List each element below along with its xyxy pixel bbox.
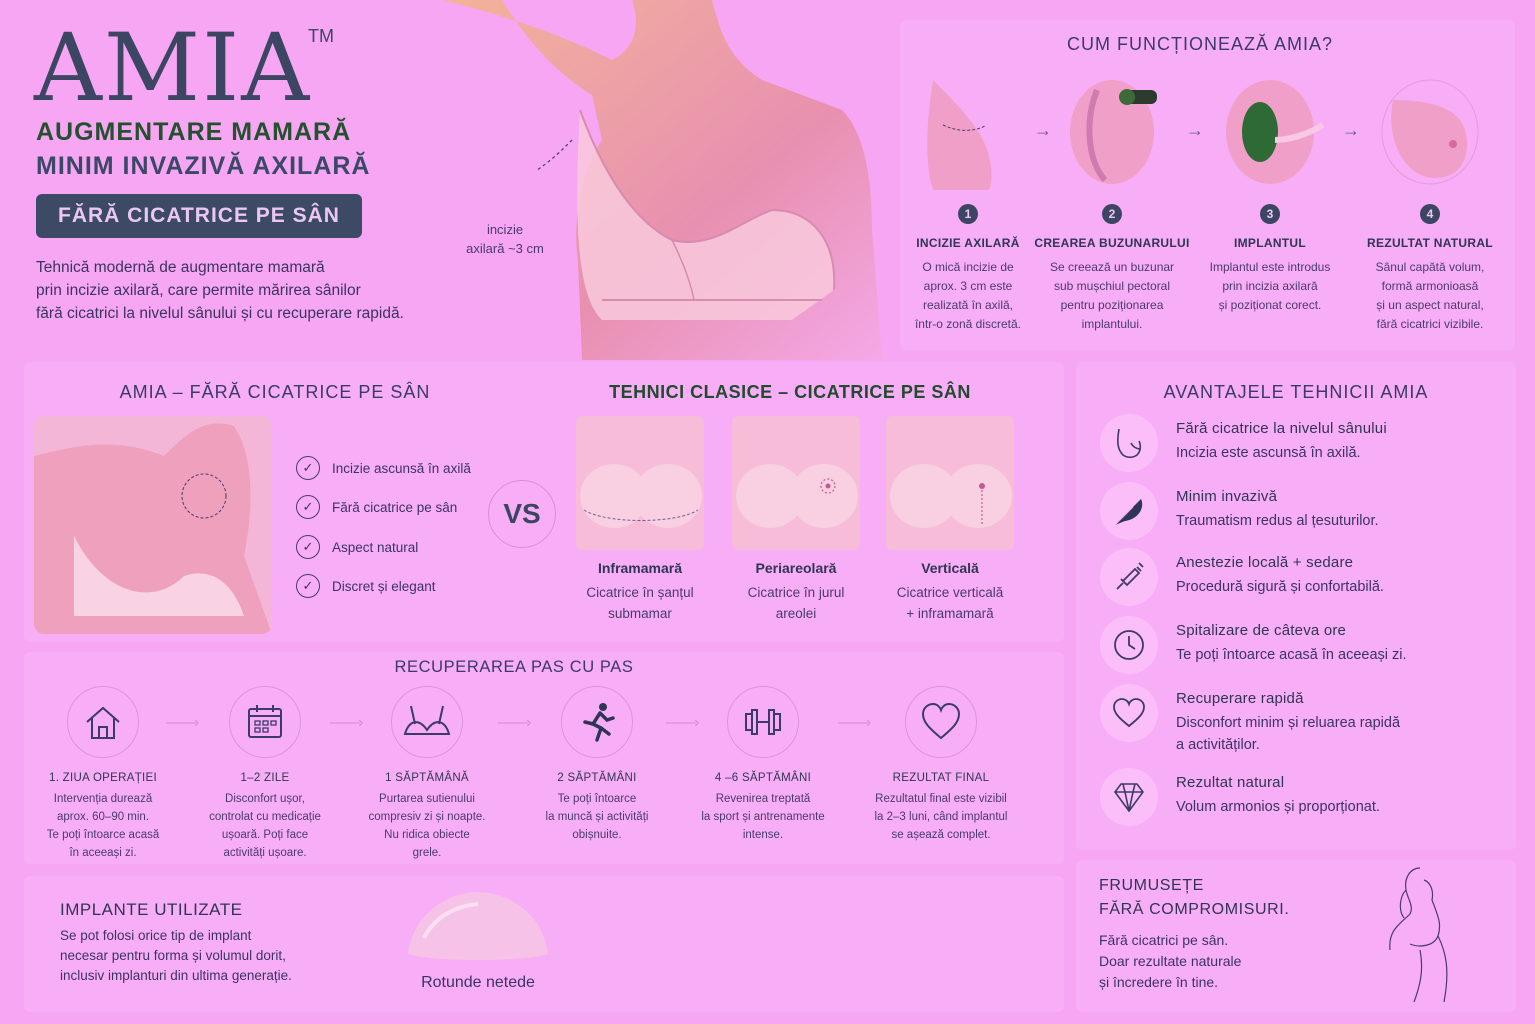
arrow-right-icon: → (1342, 120, 1360, 140)
implants-description (60, 926, 380, 986)
advantage-item (1100, 548, 1520, 606)
technique-name: Periareolară (755, 560, 837, 576)
step-name: REZULTAT NATURAL (1367, 236, 1493, 250)
recovery-step-6 (866, 686, 1016, 844)
recovery-step-1 (28, 686, 178, 862)
arrow-right-icon: ——› (166, 714, 198, 731)
step-desc-line: Se creează un buzunar (1049, 260, 1175, 274)
armpit-incision-illustration (913, 70, 1023, 190)
how-step-1 (888, 70, 1048, 334)
recovery-desc-line: activități ușoare. (223, 847, 307, 859)
step-number-badge: 4 (1420, 204, 1440, 224)
technique-description (570, 582, 710, 624)
advantage-heading: Recuperare rapidă (1176, 690, 1304, 707)
no-scar-badge: FĂRĂ CICATRICE PE SÂN (36, 194, 362, 238)
arrow-right-icon: ——› (838, 714, 870, 731)
recovery-desc-line: intense. (742, 829, 784, 841)
advantage-heading: Minim invazivă (1176, 488, 1278, 505)
advantage-heading: Rezultat natural (1176, 774, 1285, 791)
technique-name: Verticală (921, 560, 979, 576)
step-description (1350, 258, 1510, 334)
advantages-title: AVANTAJELE TEHNICII AMIA (1163, 382, 1429, 402)
checkmark-icon: ✓ (296, 456, 320, 480)
technique-description (880, 582, 1020, 624)
recovery-desc-line: Intervenția durează (53, 793, 153, 805)
technique-periareolar (726, 416, 866, 624)
step-desc-line: O mică incizie de (922, 260, 1014, 274)
step-desc-line: Sânul capătă volum, (1375, 260, 1485, 274)
beauty-title-line: FRUMUSEȚE (1099, 877, 1204, 894)
intro-line: prin incizie axilară, care permite mărirea sânilor (36, 282, 361, 299)
advantage-description: Te poți întoarce acasă în aceeași zi. (1176, 647, 1407, 663)
woman-silhouette-icon (1380, 860, 1470, 1004)
implants-desc-line: Se pot folosi orice tip de implant (60, 928, 252, 943)
feather-icon (1100, 482, 1158, 540)
advantage-description: Incizia este ascunsă în axilă. (1176, 445, 1361, 461)
recovery-step-5 (688, 686, 838, 844)
dumbbell-icon (727, 686, 799, 758)
amia-no-scar-title: AMIA – FĂRĂ CICATRICE PE SÂN (119, 382, 431, 402)
how-step-2 (1032, 70, 1192, 334)
recovery-desc-line: Revenirea treptată (715, 793, 811, 805)
subtitle-line-1: AUGMENTARE MAMARĂ (36, 118, 352, 146)
pocket-creation-illustration (1057, 70, 1167, 190)
technique-inframammary (570, 416, 710, 624)
recovery-step-3 (352, 686, 502, 862)
beauty-title-line: FĂRĂ COMPROMISURI. (1099, 901, 1290, 918)
recovery-desc-line: obișnuite. (572, 829, 622, 841)
beauty-desc-line: Fără cicatrici pe sân. (1099, 932, 1229, 948)
check-item (296, 574, 436, 598)
clock-icon (1100, 616, 1158, 674)
classic-techniques-title: TEHNICI CLASICE – CICATRICE PE SÂN (609, 382, 971, 402)
recovery-desc-line: Disconfort ușor, (225, 793, 305, 805)
technique-desc-line: Cicatrice verticală (896, 585, 1004, 600)
incision-label-line: incizie (486, 222, 524, 237)
step-desc-line: implantului. (1081, 317, 1143, 331)
recovery-step-name: 4 –6 SĂPTĂMÂNI (714, 772, 812, 784)
recovery-step-description (352, 790, 502, 862)
recovery-step-name: REZULTAT FINAL (892, 772, 990, 784)
recovery-desc-line: Te poți întoarce acasă (46, 829, 160, 841)
beauty-description (1099, 930, 1241, 993)
advantage-description: Traumatism redus al țesuturilor. (1176, 513, 1379, 529)
advantage-heading: Anestezie locală + sedare (1176, 554, 1354, 571)
implants-title: IMPLANTE UTILIZATE (60, 900, 243, 919)
advantage-description: a activităților. (1176, 737, 1260, 753)
checkmark-icon: ✓ (296, 495, 320, 519)
arrow-right-icon: → (1034, 120, 1052, 140)
step-number-badge: 1 (958, 204, 978, 224)
heart-icon (905, 686, 977, 758)
check-label: Aspect natural (332, 539, 419, 555)
periareolar-photo (732, 416, 860, 550)
recovery-desc-line: grele. (412, 847, 442, 859)
check-item (296, 456, 471, 480)
check-label: Incizie ascunsă în axilă (332, 460, 471, 476)
incision-label (450, 220, 560, 258)
incision-label-line: axilară ~3 cm (466, 241, 544, 256)
advantage-item (1100, 768, 1520, 826)
technique-desc-line: + inframamară (906, 606, 994, 621)
recovery-step-description (28, 790, 178, 862)
runner-icon (561, 686, 633, 758)
check-item (296, 535, 418, 559)
step-desc-line: sub mușchiul pectoral (1053, 279, 1171, 293)
step-name: INCIZIE AXILARĂ (916, 236, 1020, 250)
how-step-4 (1350, 70, 1510, 334)
technique-desc-line: submamar (608, 606, 672, 621)
technique-desc-line: Cicatrice în jurul (747, 585, 845, 600)
check-label: Discret și elegant (332, 578, 436, 594)
step-desc-line: formă armonioasă (1381, 279, 1479, 293)
step-number-badge: 3 (1260, 204, 1280, 224)
step-description (888, 258, 1048, 334)
step-number-badge: 2 (1102, 204, 1122, 224)
recovery-desc-line: aprox. 60–90 min. (56, 811, 150, 823)
step-desc-line: și un aspect natural, (1376, 298, 1484, 312)
arrow-right-icon: → (1186, 120, 1204, 140)
recovery-step-description (688, 790, 838, 844)
advantage-heading: Fără cicatrice la nivelul sânului (1176, 420, 1387, 437)
natural-result-illustration (1375, 70, 1485, 190)
breast-outline-icon (1100, 414, 1158, 472)
bra-icon (391, 686, 463, 758)
amia-model-photo (34, 416, 272, 634)
step-desc-line: și poziționat corect. (1218, 298, 1322, 312)
technique-description (726, 582, 866, 624)
recovery-step-2 (190, 686, 340, 862)
step-desc-line: aprox. 3 cm este (923, 279, 1013, 293)
recovery-desc-line: se așează complet. (891, 829, 991, 841)
recovery-desc-line: la 2–3 luni, când implantul (874, 811, 1008, 823)
advantage-heading: Spitalizare de câteva ore (1176, 622, 1347, 639)
recovery-step-name: 1. ZIUA OPERAȚIEI (49, 772, 157, 784)
recovery-desc-line: la sport și antrenamente (701, 811, 825, 823)
step-desc-line: pentru poziționarea (1060, 298, 1164, 312)
recovery-desc-line: Te poți întoarce (557, 793, 637, 805)
intro-text (36, 256, 466, 325)
how-it-works-title: CUM FUNCȚIONEAZĂ AMIA? (1066, 34, 1334, 54)
advantage-description: Procedură sigură și confortabilă. (1176, 579, 1384, 595)
step-desc-line: realizată în axilă, (922, 298, 1014, 312)
implant-insertion-illustration (1215, 70, 1325, 190)
technique-name: Inframamară (597, 560, 683, 576)
recovery-desc-line: ușoară. Poți face (221, 829, 309, 841)
step-desc-line: într-o zonă discretă. (914, 317, 1022, 331)
recovery-step-name: 1 SĂPTĂMÂNĂ (385, 772, 469, 784)
intro-line: fără cicatrici la nivelul sânului și cu recuperare rapidă. (36, 305, 404, 322)
recovery-desc-line: în aceeași zi. (69, 847, 137, 859)
round-implant-illustration (404, 888, 552, 964)
recovery-title: RECUPERAREA PAS CU PAS (394, 658, 634, 676)
technique-desc-line: Cicatrice în șanțul (586, 585, 694, 600)
advantage-item (1100, 414, 1520, 472)
beauty-title (1099, 874, 1289, 922)
recovery-step-description (522, 790, 672, 844)
inframammary-photo (576, 416, 704, 550)
advantage-item (1100, 482, 1520, 540)
implants-desc-line: inclusiv implanturi din ultima generație. (60, 968, 292, 983)
step-description (1032, 258, 1192, 334)
recovery-step-name: 1–2 ZILE (240, 772, 290, 784)
syringe-icon (1100, 548, 1158, 606)
recovery-desc-line: Nu ridica obiecte (384, 829, 470, 841)
versus-badge: VS (488, 480, 556, 548)
beauty-desc-line: Doar rezultate naturale (1099, 953, 1242, 969)
brand-logo: AMIA (34, 14, 312, 123)
advantage-item (1100, 684, 1520, 756)
recovery-step-description (866, 790, 1016, 844)
beauty-desc-line: și încredere în tine. (1099, 974, 1219, 990)
technique-desc-line: areolei (775, 606, 817, 621)
recovery-step-name: 2 SĂPTĂMÂNI (557, 772, 637, 784)
vertical-photo (886, 416, 1014, 550)
check-item (296, 495, 457, 519)
subtitle-line-2: MINIM INVAZIVĂ AXILARĂ (36, 152, 371, 180)
intro-line: Tehnică modernă de augmentare mamară (36, 259, 325, 276)
arrow-right-icon: ——› (330, 714, 362, 731)
advantage-description: Volum armonios și proporționat. (1176, 799, 1380, 815)
advantage-item (1100, 616, 1520, 674)
check-label: Fără cicatrice pe sân (332, 499, 458, 515)
step-desc-line: fără cicatrici vizibile. (1376, 317, 1484, 331)
diamond-icon (1100, 768, 1158, 826)
trademark-mark: TM (308, 26, 334, 46)
recovery-desc-line: compresiv zi și noapte. (368, 811, 486, 823)
step-name: CREAREA BUZUNARULUI (1034, 236, 1190, 250)
technique-vertical (880, 416, 1020, 624)
recovery-desc-line: Rezultatul final este vizibil (875, 793, 1007, 805)
how-step-3 (1190, 70, 1350, 315)
implant-caption: Rotunde netede (421, 974, 535, 991)
arrow-right-icon: ——› (498, 714, 530, 731)
heart-icon (1100, 684, 1158, 742)
step-desc-line: Implantul este introdus (1209, 260, 1331, 274)
recovery-step-description (190, 790, 340, 862)
recovery-desc-line: controlat cu medicație (209, 811, 321, 823)
checkmark-icon: ✓ (296, 574, 320, 598)
advantage-description: Disconfort minim și reluarea rapidă (1176, 715, 1401, 731)
house-icon (67, 686, 139, 758)
step-name: IMPLANTUL (1233, 236, 1307, 250)
checkmark-icon: ✓ (296, 535, 320, 559)
recovery-desc-line: Purtarea sutienului (379, 793, 475, 805)
calendar-icon (229, 686, 301, 758)
step-desc-line: prin incizia axilară (1222, 279, 1318, 293)
arrow-right-icon: ——› (666, 714, 698, 731)
hero-torso-illustration (432, 0, 892, 360)
recovery-step-4 (522, 686, 672, 844)
implants-desc-line: necesar pentru forma și volumul dorit, (60, 948, 286, 963)
recovery-desc-line: la muncă și activități (545, 811, 649, 823)
step-description (1190, 258, 1350, 315)
